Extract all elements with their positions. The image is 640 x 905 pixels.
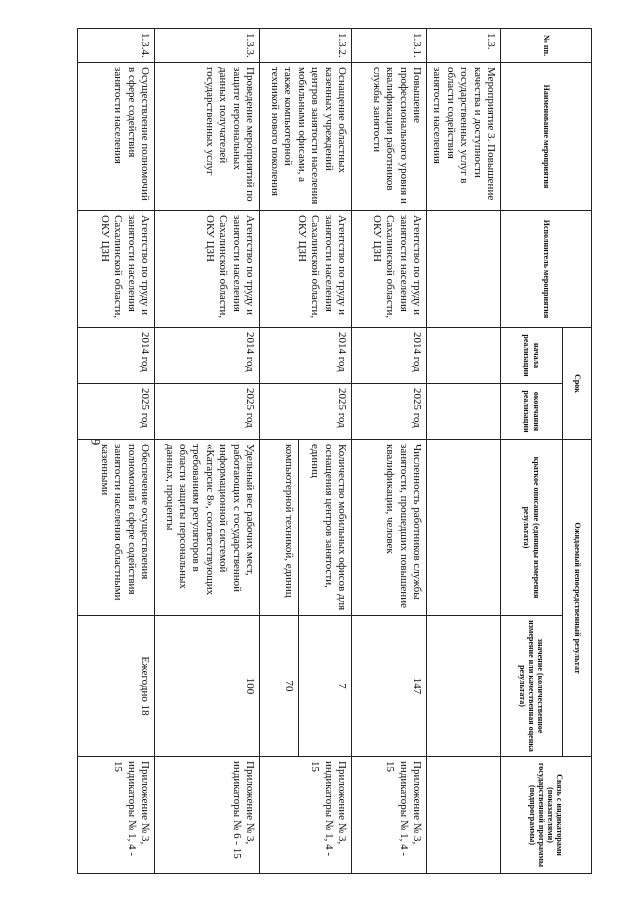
row-value: Ежегодно 18: [77, 616, 154, 757]
row-link: Приложение № 3, индикаторы № 6 - 15: [154, 757, 259, 874]
table-row: [154, 29, 259, 874]
row-value: [426, 616, 500, 757]
row-executor: [426, 211, 500, 328]
row-end: [426, 384, 500, 440]
row-name: Мероприятие 3. Повышение качества и доступности государственных услуг в области содействия занятости населения: [426, 63, 500, 211]
row-num: 1.3.2.: [259, 29, 351, 63]
row-value: 100: [154, 616, 259, 757]
row-link: Приложение № 3, индикаторы № 1, 4 - 15: [77, 757, 154, 874]
row-executor: Агентство по труду и занятости населения Сахалинской области, ОКУ ЦЗН: [154, 211, 259, 328]
row-end: 2025 год: [351, 384, 426, 440]
row-end: 2025 год: [259, 384, 351, 440]
col-link-header: Связь с индикаторами (показателями) государственной программы (подпрограммы): [501, 757, 592, 874]
header-row: [563, 29, 592, 874]
col-start-header: начала реализации: [501, 328, 563, 384]
row-value: 7: [298, 616, 351, 757]
row-desc-2: компьютерной техникой, единиц: [259, 440, 298, 616]
row-start: 2014 год: [259, 328, 351, 384]
row-executor: Агентство по труду и занятости населения Сахалинской области, ОКУ ЦЗН: [259, 211, 351, 328]
col-end-header: окончания реализации: [501, 384, 563, 440]
row-num: 1.3.1.: [351, 29, 426, 63]
table-row: [426, 29, 500, 874]
table-row: [77, 29, 154, 874]
col-name-header: Наименование мероприятия: [501, 63, 592, 211]
table-row: [351, 29, 426, 874]
row-desc: Количество мобильных офисов для оснащения центров занятости, единиц: [298, 440, 351, 616]
row-start: 2014 год: [77, 328, 154, 384]
row-desc: Численность работников службы занятости, прошедших повышение квалификации, человек: [351, 440, 426, 616]
rotated-page: [98, 28, 592, 873]
row-end: 2025 год: [154, 384, 259, 440]
row-num: 1.3.4.: [77, 29, 154, 63]
table-row: [298, 29, 351, 874]
page-number: 9: [88, 438, 104, 446]
row-desc: [426, 440, 500, 616]
row-num: 1.3.3.: [154, 29, 259, 63]
row-name: Осуществление полномочий в сфере содействия занятости населения: [77, 63, 154, 211]
row-name: Проведение мероприятий по защите персональных данных получателей государственных услуг: [154, 63, 259, 211]
row-value: 147: [351, 616, 426, 757]
row-executor: Агентство по труду и занятости населения Сахалинской области, ОКУ ЦЗН: [351, 211, 426, 328]
row-num: 1.3.: [426, 29, 500, 63]
row-name: Оснащение областных казенных учреждений центров занятости населения мобильными офисами, а также компьютерной техникой нового поколения: [259, 63, 351, 211]
col-executor-header: Исполнитель мероприятия: [501, 211, 592, 328]
row-start: [426, 328, 500, 384]
row-executor: Агентство по труду и занятости населения Сахалинской области, ОКУ ЦЗН: [77, 211, 154, 328]
row-link: Приложение № 3, индикаторы № 1, 4 - 15: [259, 757, 351, 874]
measures-table: [77, 28, 592, 874]
col-expected-header: Ожидаемый непосредственный результат: [563, 440, 592, 757]
col-value-header: значение (количественное измерение или качественная оценка результата): [501, 616, 563, 757]
col-num-header: № пп.: [501, 29, 592, 63]
col-term-header: Срок: [563, 328, 592, 440]
row-link: Приложение № 3, индикаторы № 1, 4 - 15: [351, 757, 426, 874]
row-desc: Удельный вес рабочих мест, работающих с государственной информационной системой «Катарсис 8», соответствующих требованиям регуляторов в области защиты персональных данных, проценты: [154, 440, 259, 616]
row-link: [426, 757, 500, 874]
row-value-2: 70: [259, 616, 298, 757]
row-start: 2014 год: [154, 328, 259, 384]
row-name: Повышение профессионального уровня и квалификации работников службы занятости: [351, 63, 426, 211]
row-end: 2025 год: [77, 384, 154, 440]
col-desc-header: краткое описание (единицы измерения результата): [501, 440, 563, 616]
row-start: 2014 год: [351, 328, 426, 384]
row-desc: Обеспечение осуществления полномочий в сфере содействия занятости населения областными казенными: [77, 440, 154, 616]
